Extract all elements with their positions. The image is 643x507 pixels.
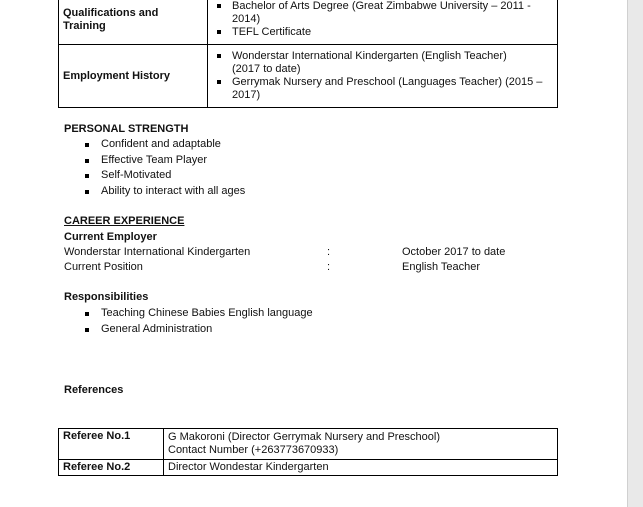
- table-row: [59, 429, 558, 460]
- references-heading: References: [64, 384, 124, 396]
- employment-history-label: Employment History: [59, 45, 208, 108]
- referee-1-line-2: Contact Number (+263773670933): [168, 444, 339, 456]
- table-row: [59, 45, 558, 108]
- list-item: Ability to interact with all ages: [82, 184, 245, 200]
- referee-2-line-1: Director Wondestar Kindergarten: [168, 461, 329, 473]
- list-item-continuation: 2014): [232, 13, 261, 25]
- qualifications-label: Qualifications and Training: [59, 0, 208, 45]
- list-item: Gerrymak Nursery and Preschool (Languages Teacher) (2015 –: [212, 76, 553, 89]
- employment-date: October 2017 to date: [402, 246, 506, 258]
- list-item: Effective Team Player: [82, 153, 245, 169]
- responsibilities-list-wrap: [82, 306, 313, 337]
- table-row: [59, 0, 558, 45]
- qualifications-cell: [208, 0, 558, 45]
- viewer-scroll-gutter[interactable]: [627, 0, 643, 507]
- referee-2-label: Referee No.2: [59, 460, 164, 476]
- referee-1-line-1: G Makoroni (Director Gerrymak Nursery and Preschool): [168, 431, 441, 443]
- table-row: [59, 460, 558, 476]
- separator-colon: :: [327, 246, 331, 258]
- list-item: Wonderstar International Kindergarten (English Teacher): [212, 50, 553, 63]
- referee-1-label: Referee No.1: [59, 429, 164, 460]
- list-item: Self-Motivated: [82, 168, 245, 184]
- list-item: Confident and adaptable: [82, 137, 245, 153]
- list-item: TEFL Certificate: [212, 26, 553, 39]
- qualifications-list: [212, 0, 553, 39]
- responsibilities-heading: Responsibilities: [64, 291, 149, 303]
- qualifications-employment-table: [58, 0, 558, 108]
- employment-history-cell: [208, 45, 558, 108]
- references-table: [58, 428, 558, 476]
- separator-colon: :: [327, 261, 331, 273]
- responsibilities-list: [82, 306, 313, 337]
- career-experience-heading: CAREER EXPERIENCE: [64, 215, 185, 227]
- personal-strength-list-wrap: [82, 137, 245, 199]
- list-item: Bachelor of Arts Degree (Great Zimbabwe University – 2011 -: [212, 0, 553, 13]
- personal-strength-heading: PERSONAL STRENGTH: [64, 123, 189, 135]
- list-item: Teaching Chinese Babies English language: [82, 306, 313, 322]
- referee-2-details: [164, 460, 558, 476]
- list-item-continuation: 2017): [232, 89, 261, 101]
- referee-1-details: [164, 429, 558, 460]
- current-position-label: Current Position: [64, 261, 143, 273]
- current-position-value: English Teacher: [402, 261, 481, 273]
- list-item-continuation: (2017 to date): [232, 63, 301, 75]
- list-item: General Administration: [82, 322, 313, 338]
- employer-name: Wonderstar International Kindergarten: [64, 246, 251, 258]
- employment-history-list: [212, 50, 553, 102]
- personal-strength-list: [82, 137, 245, 199]
- current-employer-subheading: Current Employer: [64, 231, 157, 243]
